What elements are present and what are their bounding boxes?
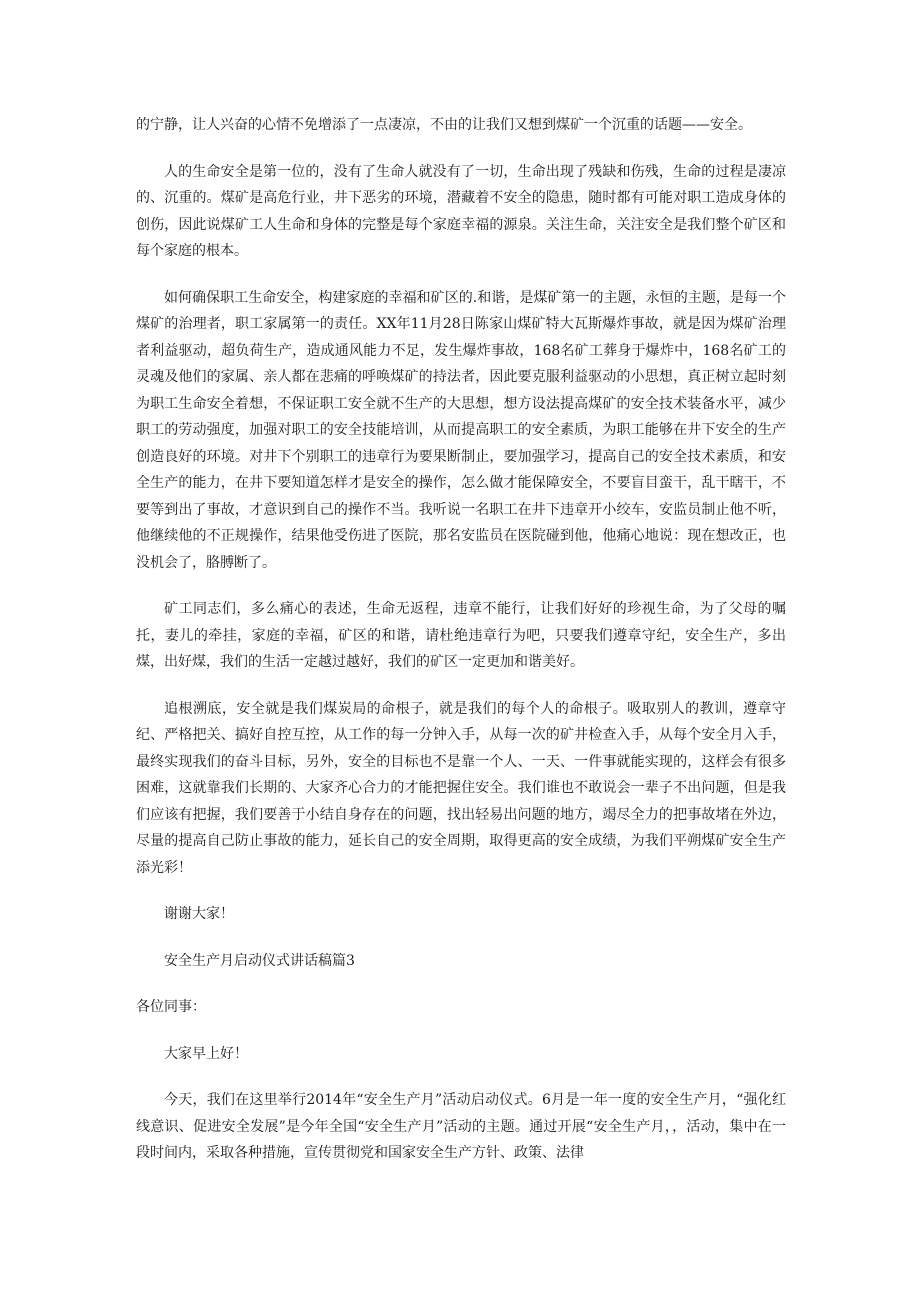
greeting: 大家早上好！: [164, 1045, 248, 1062]
salutation: 各位同事：: [136, 999, 206, 1015]
paragraph-miners-appeal: 矿工同志们，多么痛心的表述，生命无返程，违章不能行，让我们好好的珍视生命，为了父母的嘱托，妻儿的牵挂，家庭的幸福，矿区的和谐，请杜绝违章行为吧，只要我们遵章守纪，安全生产，多出煤，出好煤，我们的生活一定越过越好，我们的矿区一定更加和谐美好。: [136, 601, 786, 670]
paragraph-life-safety: 人的生命安全是第一位的，没有了生命人就没有了一切，生命出现了残缺和伤残，生命的过程是凄凉的、沉重的。煤矿是高危行业，井下恶劣的环境，潜藏着不安全的隐患，随时都有可能对职工造成身体的创伤，因此说煤矿工人生命和身体的完整是每个家庭幸福的源泉。关注生命，关注安全是我们整个矿区和每个家庭的根本。: [136, 163, 786, 259]
paragraph-continuation: 的宁静，让人兴奋的心情不免增添了一点凄凉，不由的让我们又想到煤矿一个沉重的话题——安全。: [136, 117, 752, 133]
section-heading: 安全生产月启动仪式讲话稿篇3: [164, 952, 355, 969]
paragraph-opening: 今天，我们在这里举行2014年“安全生产月”活动启动仪式。6月是一年一度的安全生产月，“强化红线意识、促进安全发展”是今年全国“安全生产月”活动的主题。通过开展“安全生产月，，活动，集中在一段时间内，采取各种措施，宣传贯彻党和国家安全生产方针、政策、法律: [136, 1092, 786, 1161]
paragraph-root-cause: 追根溯底，安全就是我们煤炭局的命根子，就是我们的每个人的命根子。吸取别人的教训，遵章守纪、严格把关、搞好自控互控，从工作的每一分钟入手，从每一次的矿井检查入手，从每个安全月入手，最终实现我们的奋斗目标，另外，安全的目标也不是靠一个人、一天、一件事就能实现的，这样会有很多困难，这就靠我们长期的、大家齐心合力的才能把握住安全。我们谁也不敢说会一辈子不出问题，但是我们应该有把握，我们要善于小结自身存在的问题，找出轻易出问题的地方，竭尽全力的把事故堵在外边，尽量的提高自己防止事故的能力，延长自己的安全周期，取得更高的安全成绩，为我们平朔煤矿安全生产添光彩！: [136, 700, 786, 876]
paragraph-thanks: 谢谢大家！: [164, 906, 234, 922]
document-body: [136, 112, 786, 1187]
paragraph-ensure-safety: 如何确保职工生命安全，构建家庭的幸福和矿区的.和谐，是煤矿第一的主题，永恒的主题，是每一个煤矿的治理者，职工家属第一的责任。XX年11月28日陈家山煤矿特大瓦斯爆炸事故，就是因为煤矿治理者利益驱动，超负荷生产，造成通风能力不足，发生爆炸事故，168名矿工葬身于爆炸中，168名矿工的灵魂及他们的家属、亲人都在悲痛的呼唤煤矿的持法者，因此要克服利益驱动的小思想，真正树立起时刻为职工生命安全着想，不保证职工安全就不生产的大思想，想方设法提高煤矿的安全技术装备水平，减少职工的劳动强度，加强对职工的安全技能培训，从而提高职工的安全素质，为职工能够在井下安全的生产创造良好的环境。对井下个别职工的违章行为要果断制止，要加强学习，提高自己的安全技术素质，和安全生产的能力，在井下要知道怎样才是安全的操作，怎么做才能保障安全，不要盲目蛮干，乱干瞎干，不要等到出了事故，才意识到自己的操作不当。我听说一名职工在井下违章开小绞车，安监员制止他不听，他继续他的不正规操作，结果他受伤进了医院，那名安监员在医院碰到他，他痛心地说：现在想改正，也没机会了，胳膊断了。: [136, 289, 786, 571]
